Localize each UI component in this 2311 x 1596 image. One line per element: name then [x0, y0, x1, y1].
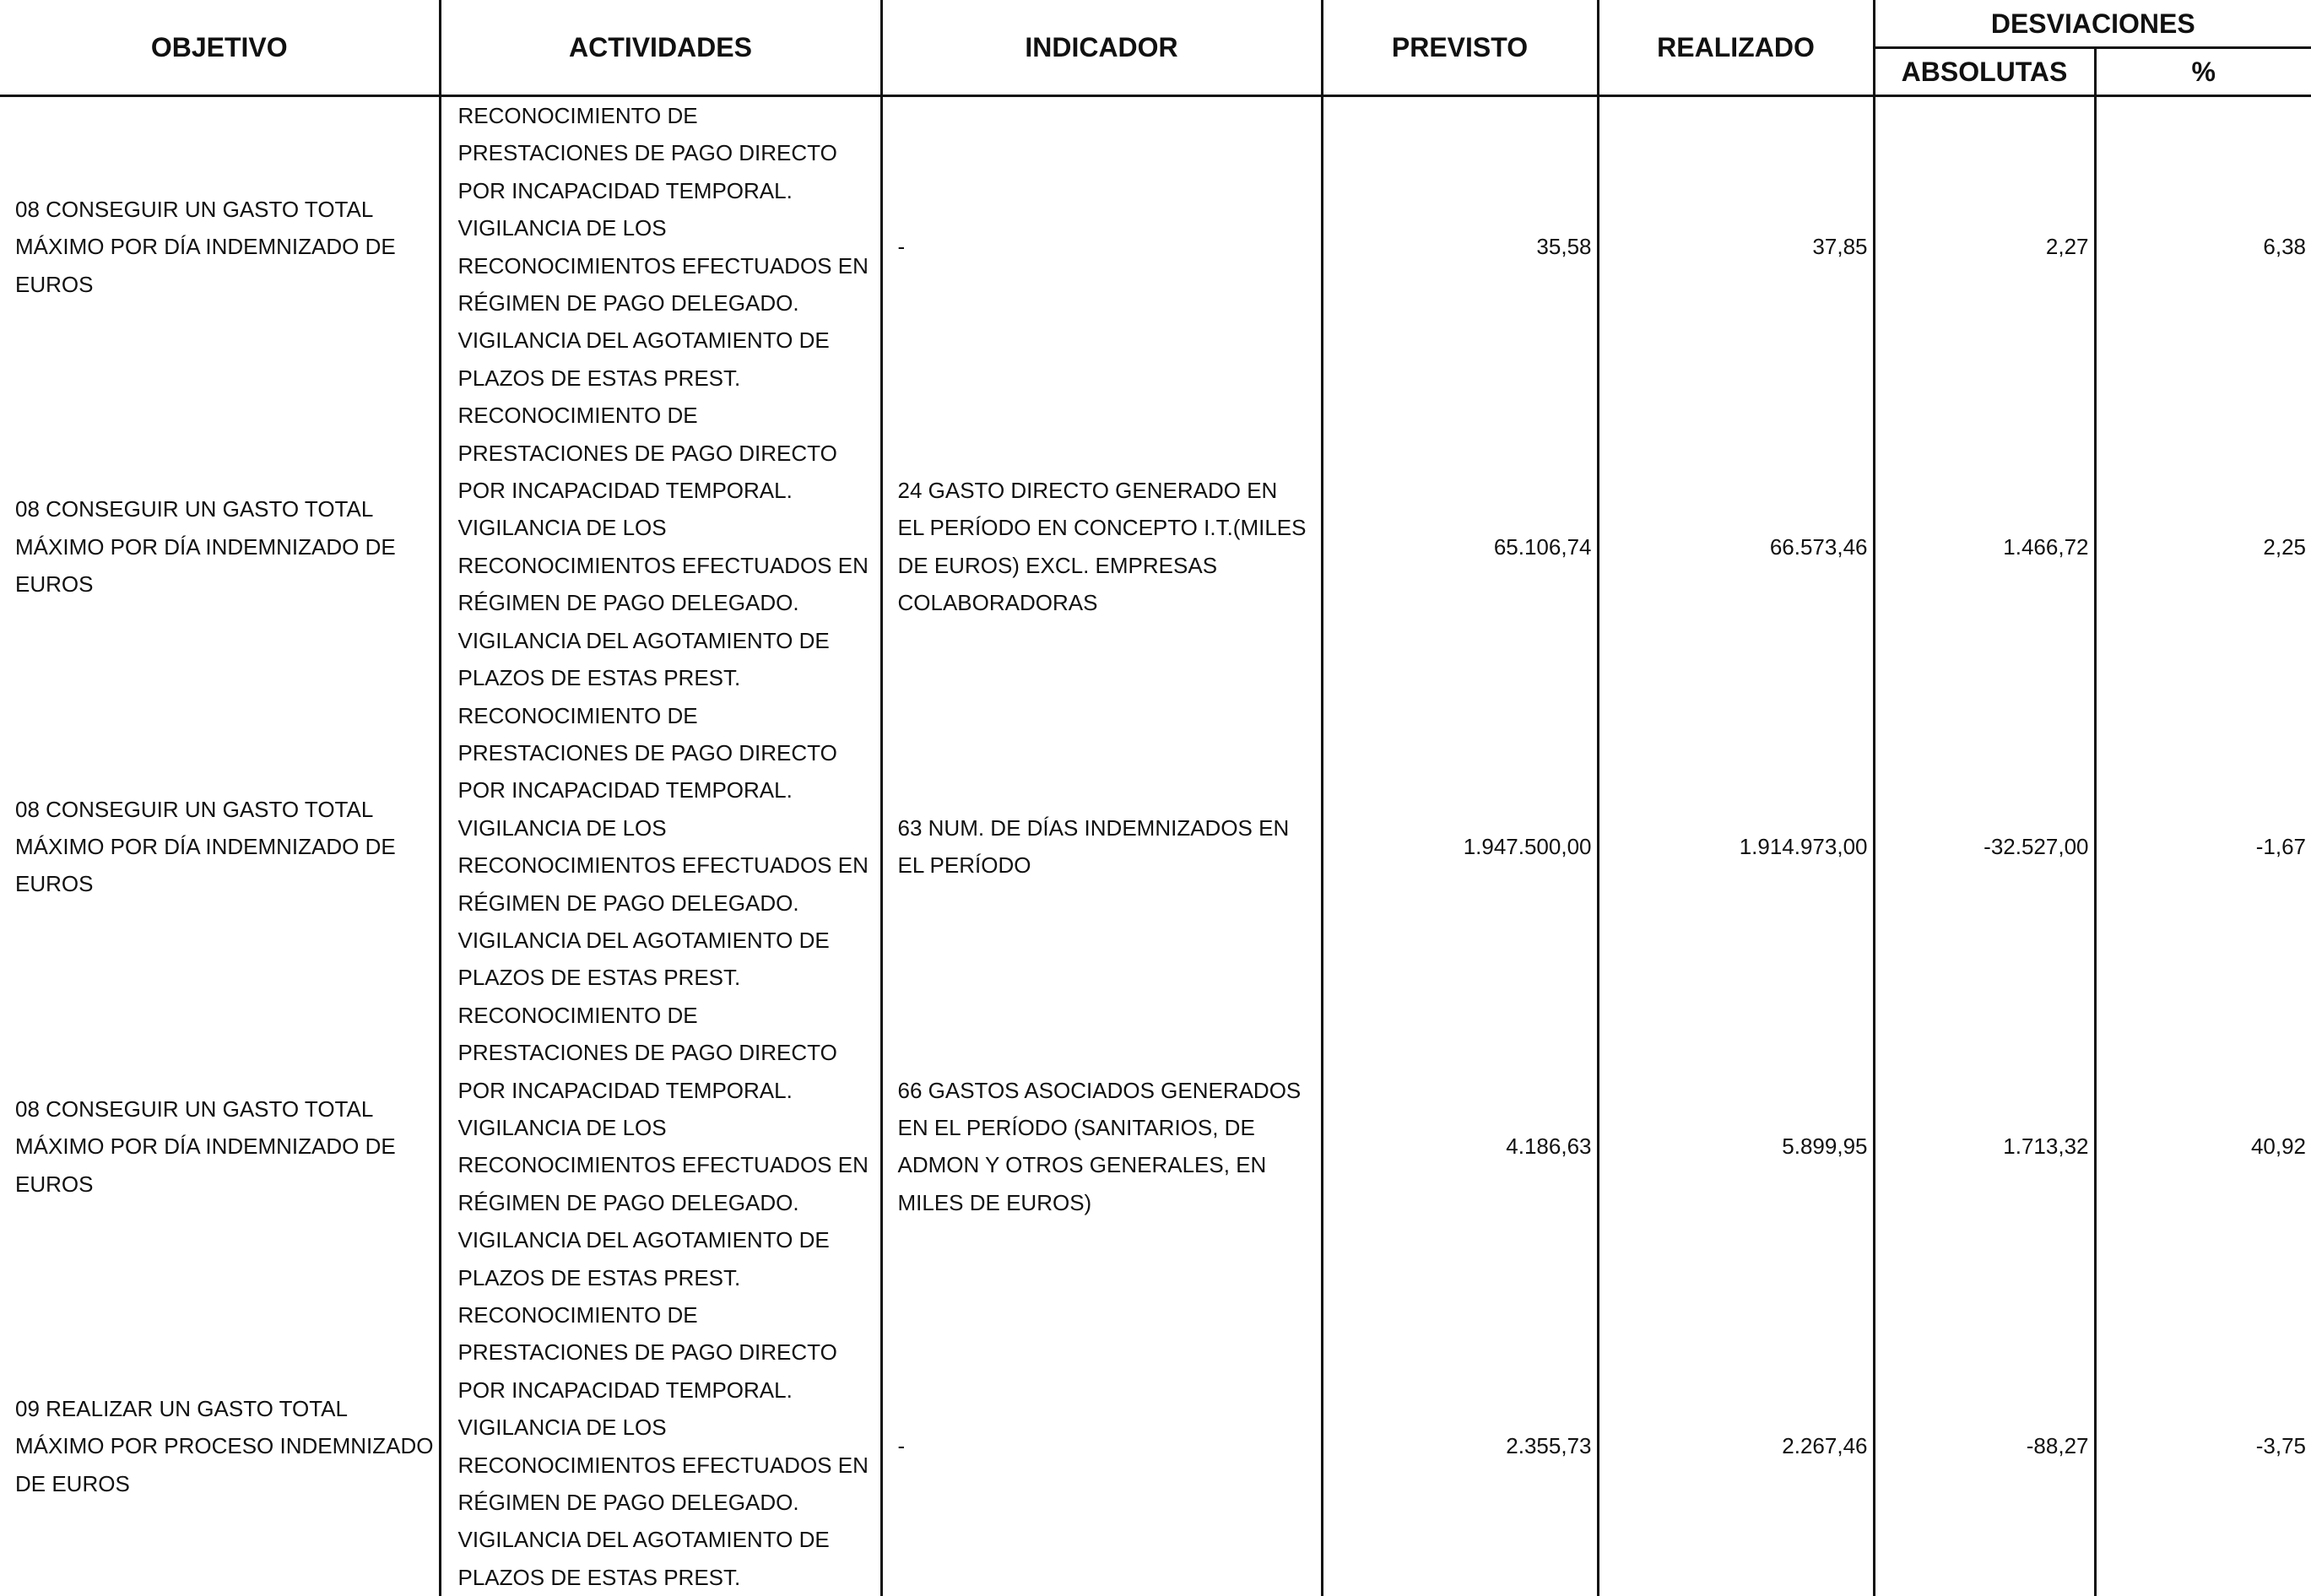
cell-actividades: RECONOCIMIENTO DE PRESTACIONES DE PAGO DIRECTO POR INCAPACIDAD TEMPORAL. VIGILANCIA DE LOS RECONOCIMIENTOS EFECTUADOS EN RÉGIMEN DE PAGO DELEGADO. VIGILANCIA DEL AGOTAMIENTO DE PLAZOS DE ESTAS PREST.	[440, 1296, 881, 1596]
cell-previsto: 35,58	[1322, 96, 1598, 398]
header-porcentaje: %	[2095, 48, 2311, 96]
cell-objetivo: 09 REALIZAR UN GASTO TOTAL MÁXIMO POR PROCESO INDEMNIZADO DE EUROS	[0, 1296, 440, 1596]
cell-objetivo: 08 CONSEGUIR UN GASTO TOTAL MÁXIMO POR DÍA INDEMNIZADO DE EUROS	[0, 397, 440, 696]
header-realizado: REALIZADO	[1598, 0, 1874, 96]
cell-realizado: 2.267,46	[1598, 1296, 1874, 1596]
cell-indicador: 24 GASTO DIRECTO GENERADO EN EL PERÍODO EN CONCEPTO I.T.(MILES DE EUROS) EXCL. EMPRESAS COLABORADORAS	[881, 397, 1322, 696]
cell-realizado: 66.573,46	[1598, 397, 1874, 696]
table-row	[0, 96, 2311, 398]
cell-absolutas: 1.713,32	[1874, 997, 2095, 1296]
table-row	[0, 997, 2311, 1296]
cell-realizado: 1.914.973,00	[1598, 697, 1874, 997]
cell-objetivo: 08 CONSEGUIR UN GASTO TOTAL MÁXIMO POR DÍA INDEMNIZADO DE EUROS	[0, 96, 440, 398]
cell-previsto: 65.106,74	[1322, 397, 1598, 696]
cell-actividades: RECONOCIMIENTO DE PRESTACIONES DE PAGO DIRECTO POR INCAPACIDAD TEMPORAL. VIGILANCIA DE LOS RECONOCIMIENTOS EFECTUADOS EN RÉGIMEN DE PAGO DELEGADO. VIGILANCIA DEL AGOTAMIENTO DE PLAZOS DE ESTAS PREST.	[440, 96, 881, 398]
table-row	[0, 1296, 2311, 1596]
header-indicador: INDICADOR	[881, 0, 1322, 96]
cell-actividades: RECONOCIMIENTO DE PRESTACIONES DE PAGO DIRECTO POR INCAPACIDAD TEMPORAL. VIGILANCIA DE LOS RECONOCIMIENTOS EFECTUADOS EN RÉGIMEN DE PAGO DELEGADO. VIGILANCIA DEL AGOTAMIENTO DE PLAZOS DE ESTAS PREST.	[440, 397, 881, 696]
table-row	[0, 397, 2311, 696]
cell-porcentaje: 6,38	[2095, 96, 2311, 398]
cell-actividades: RECONOCIMIENTO DE PRESTACIONES DE PAGO DIRECTO POR INCAPACIDAD TEMPORAL. VIGILANCIA DE LOS RECONOCIMIENTOS EFECTUADOS EN RÉGIMEN DE PAGO DELEGADO. VIGILANCIA DEL AGOTAMIENTO DE PLAZOS DE ESTAS PREST.	[440, 697, 881, 997]
table-body	[0, 96, 2311, 1596]
cell-realizado: 5.899,95	[1598, 997, 1874, 1296]
cell-indicador: -	[881, 96, 1322, 398]
cell-previsto: 1.947.500,00	[1322, 697, 1598, 997]
cell-previsto: 2.355,73	[1322, 1296, 1598, 1596]
cell-absolutas: 1.466,72	[1874, 397, 2095, 696]
cell-absolutas: -88,27	[1874, 1296, 2095, 1596]
table-header	[0, 0, 2311, 96]
cell-indicador: 63 NUM. DE DÍAS INDEMNIZADOS EN EL PERÍODO	[881, 697, 1322, 997]
header-desviaciones: DESVIACIONES	[1874, 0, 2311, 48]
cell-absolutas: -32.527,00	[1874, 697, 2095, 997]
cell-indicador: 66 GASTOS ASOCIADOS GENERADOS EN EL PERÍODO (SANITARIOS, DE ADMON Y OTROS GENERALES, EN MILES DE EUROS)	[881, 997, 1322, 1296]
cell-indicador: -	[881, 1296, 1322, 1596]
cell-porcentaje: -3,75	[2095, 1296, 2311, 1596]
cell-objetivo: 08 CONSEGUIR UN GASTO TOTAL MÁXIMO POR DÍA INDEMNIZADO DE EUROS	[0, 997, 440, 1296]
header-actividades: ACTIVIDADES	[440, 0, 881, 96]
cell-previsto: 4.186,63	[1322, 997, 1598, 1296]
table-row	[0, 697, 2311, 997]
cell-actividades: RECONOCIMIENTO DE PRESTACIONES DE PAGO DIRECTO POR INCAPACIDAD TEMPORAL. VIGILANCIA DE LOS RECONOCIMIENTOS EFECTUADOS EN RÉGIMEN DE PAGO DELEGADO. VIGILANCIA DEL AGOTAMIENTO DE PLAZOS DE ESTAS PREST.	[440, 997, 881, 1296]
cell-objetivo: 08 CONSEGUIR UN GASTO TOTAL MÁXIMO POR DÍA INDEMNIZADO DE EUROS	[0, 697, 440, 997]
cell-realizado: 37,85	[1598, 96, 1874, 398]
cell-porcentaje: 2,25	[2095, 397, 2311, 696]
header-objetivo: OBJETIVO	[0, 0, 440, 96]
cell-porcentaje: 40,92	[2095, 997, 2311, 1296]
cell-porcentaje: -1,67	[2095, 697, 2311, 997]
header-absolutas: ABSOLUTAS	[1874, 48, 2095, 96]
header-previsto: PREVISTO	[1322, 0, 1598, 96]
cell-absolutas: 2,27	[1874, 96, 2095, 398]
